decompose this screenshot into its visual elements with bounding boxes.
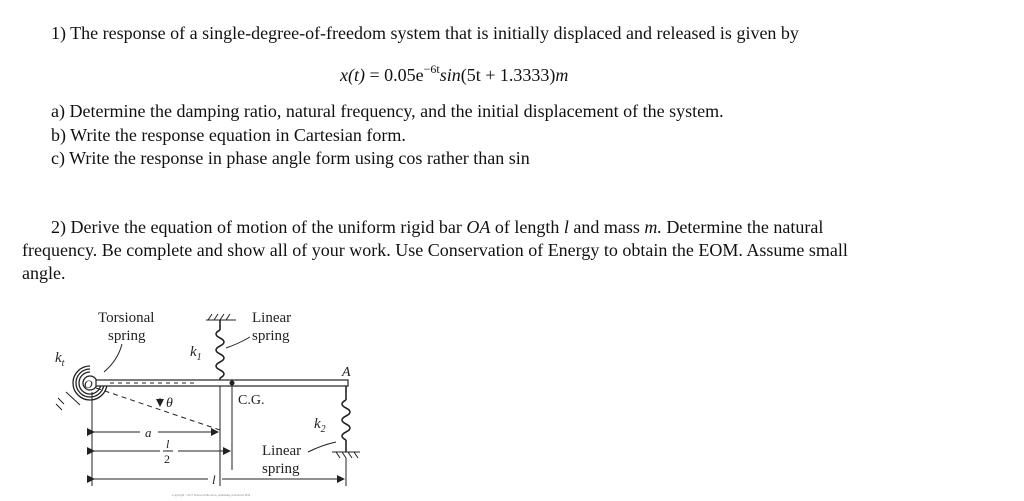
ground-bottom-icon <box>332 452 360 458</box>
point-a: A <box>342 365 351 380</box>
linear-bottom-leader <box>308 442 336 452</box>
q1-part-a: a) Determine the damping ratio, natural frequency, and the initial displacement of the system. <box>51 101 724 121</box>
q2-m: m. <box>644 217 662 237</box>
q2-line3: angle. <box>22 263 66 283</box>
dim-half-num: l <box>166 437 170 451</box>
q1-part-c: c) Write the response in phase angle form using cos rather than sin <box>51 148 530 168</box>
eq-arg: (5t + 1.3333) <box>460 65 556 85</box>
q2-l: l <box>563 217 569 237</box>
q2-text-c: and mass <box>568 217 645 237</box>
q2-text-a: 2) Derive the equation of motion of the uniform rigid bar <box>51 217 467 237</box>
dim-half-den: 2 <box>164 452 170 466</box>
spring-k2-icon <box>342 386 350 452</box>
q1-part-b: b) Write the response equation in Cartesian form. <box>51 125 406 145</box>
rotated-bar-dashed <box>96 388 220 430</box>
dim-l-label: l <box>212 472 216 487</box>
q1-intro: 1) The response of a single-degree-of-freedom system that is initially displaced and released is given by <box>51 23 799 43</box>
ground-top-icon <box>206 314 236 320</box>
linear-bottom-label-1: Linear <box>262 443 302 459</box>
q2-oa: OA <box>466 217 491 237</box>
theta-label: θ <box>166 396 173 411</box>
ground-o-icon <box>56 392 80 410</box>
rigid-bar <box>96 380 348 386</box>
eq-equals: = <box>369 65 380 85</box>
k2-label: $k_2$ <box>314 416 326 435</box>
linear-top-label-2: spring <box>252 328 290 344</box>
eq-lhs: x(t) <box>340 65 365 85</box>
q2-text-b: of length <box>490 217 564 237</box>
eq-unit: m <box>555 65 569 85</box>
torsional-leader <box>104 344 122 372</box>
point-o: O <box>84 377 93 391</box>
kt-label: $k_t$ <box>55 350 65 369</box>
k1-label: $k_1$ <box>190 344 202 363</box>
torsional-label-2: spring <box>108 328 146 344</box>
eq-exponent: −6t <box>423 62 440 76</box>
dim-a-label: a <box>145 425 152 440</box>
cg-label: C.G. <box>238 393 265 408</box>
linear-top-label-1: Linear <box>252 310 292 326</box>
linear-bottom-label-2: spring <box>262 461 300 477</box>
spring-k1-icon <box>216 320 224 383</box>
copyright-text: Copyright ©2017 Pearson Education, publishing as Prentice Hall <box>172 493 251 497</box>
torsional-label-1: Torsional <box>98 310 155 326</box>
eq-coef: 0.05e <box>384 65 424 85</box>
linear-top-leader <box>226 337 250 348</box>
q2-line2: frequency. Be complete and show all of your work. Use Conservation of Energy to obtain the EOM. Assume small <box>22 240 848 260</box>
q2-text-d: Determine the natural <box>661 217 824 237</box>
cg-point <box>230 381 235 386</box>
eq-func: sin <box>439 65 461 85</box>
